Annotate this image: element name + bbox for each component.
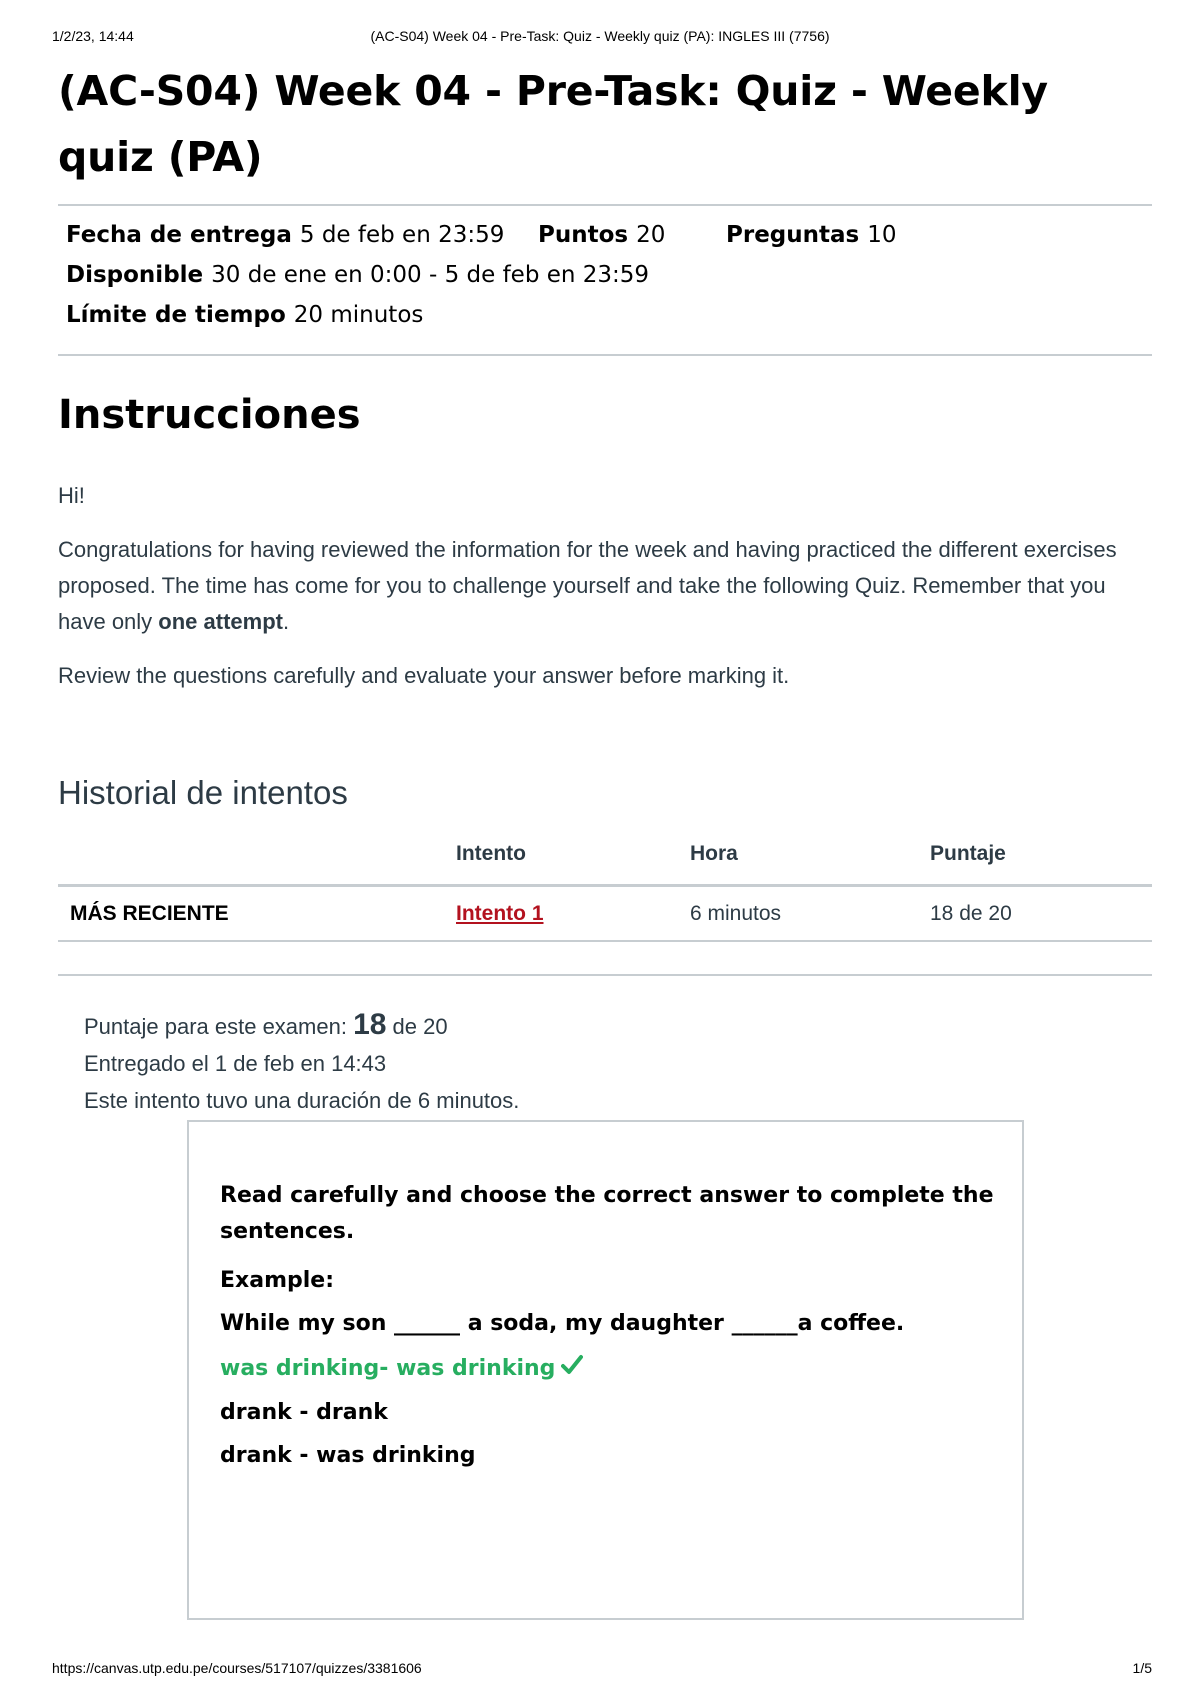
attempt-history-table xyxy=(58,834,1152,944)
availability xyxy=(66,262,649,288)
question-card xyxy=(187,1120,1024,1620)
answer-option[interactable] xyxy=(220,1354,994,1382)
header-divider xyxy=(58,884,1152,887)
duration-line: Este intento tuvo una duración de 6 minutos. xyxy=(84,1088,520,1113)
row-divider xyxy=(58,940,1152,942)
answer-text: was drinking- was drinking xyxy=(220,1355,556,1381)
history-heading: Historial de intentos xyxy=(58,774,348,811)
questions-value: 10 xyxy=(867,222,897,248)
due-date-label: Fecha de entrega xyxy=(66,222,292,248)
print-header xyxy=(0,28,1200,48)
column-header-attempt: Intento xyxy=(456,842,526,865)
answer-text: drank - was drinking xyxy=(220,1443,476,1468)
main-content xyxy=(58,58,1152,1119)
example-label: Example: xyxy=(220,1268,334,1293)
column-header-score: Puntaje xyxy=(930,842,1006,865)
example-sentence: While my son ______ a soda, my daughter ______a coffee. xyxy=(220,1311,905,1336)
instructions-paragraph: Congratulations for having reviewed the information for the week and having practiced the different exercises proposed. The time has come for you to challenge yourself and take the following Quiz. Remember that you have only one attempt. xyxy=(58,537,1117,634)
greeting: Hi! xyxy=(58,483,85,508)
question-text: Read carefully and choose the correct answer to complete the sentences. xyxy=(220,1183,994,1244)
time-limit-value: 20 minutos xyxy=(293,302,424,328)
column-header-time: Hora xyxy=(690,842,738,865)
score-summary xyxy=(84,1006,1152,1119)
page-number: 1/5 xyxy=(1132,1660,1152,1676)
questions-count xyxy=(726,222,897,248)
attempt-link[interactable]: Intento 1 xyxy=(456,902,544,925)
divider xyxy=(58,354,1152,356)
print-date: 1/2/23, 14:44 xyxy=(52,28,134,44)
submitted-line: Entregado el 1 de feb en 14:43 xyxy=(84,1051,387,1076)
attempt-time: 6 minutos xyxy=(690,902,782,925)
points-label: Puntos xyxy=(538,222,629,248)
divider xyxy=(58,974,1152,976)
page-url: https://canvas.utp.edu.pe/courses/517107/quizzes/3381606 xyxy=(52,1660,422,1676)
available-value: 30 de ene en 0:00 - 5 de feb en 23:59 xyxy=(211,262,650,288)
answer-text: drank - drank xyxy=(220,1400,388,1425)
answer-option[interactable] xyxy=(220,1443,994,1468)
time-limit-label: Límite de tiempo xyxy=(66,302,286,328)
answer-option[interactable] xyxy=(220,1400,994,1425)
quiz-details xyxy=(58,206,1152,354)
instructions-body xyxy=(58,478,1152,694)
attempt-score: 18 de 20 xyxy=(930,902,1012,925)
quiz-title: (AC-S04) Week 04 - Pre-Task: Quiz - Weekly quiz (PA) xyxy=(58,67,1048,181)
due-date-value: 5 de feb en 23:59 xyxy=(299,222,505,248)
instructions-paragraph: Review the questions carefully and evaluate your answer before marking it. xyxy=(58,663,790,688)
time-limit xyxy=(66,302,423,328)
questions-label: Preguntas xyxy=(726,222,860,248)
check-icon xyxy=(561,1354,583,1382)
points xyxy=(538,222,665,248)
instructions-heading: Instrucciones xyxy=(58,392,361,438)
score-line: Puntaje para este examen: 18 de 20 xyxy=(84,1008,448,1041)
available-label: Disponible xyxy=(66,262,204,288)
print-page-title: (AC-S04) Week 04 - Pre-Task: Quiz - Weekly quiz (PA): INGLES III (7756) xyxy=(370,28,830,44)
due-date xyxy=(66,222,504,248)
attempt-emphasis: one attempt xyxy=(158,609,283,634)
score-value: 18 xyxy=(353,1008,387,1041)
points-value: 20 xyxy=(636,222,666,248)
row-label: MÁS RECIENTE xyxy=(70,902,229,925)
